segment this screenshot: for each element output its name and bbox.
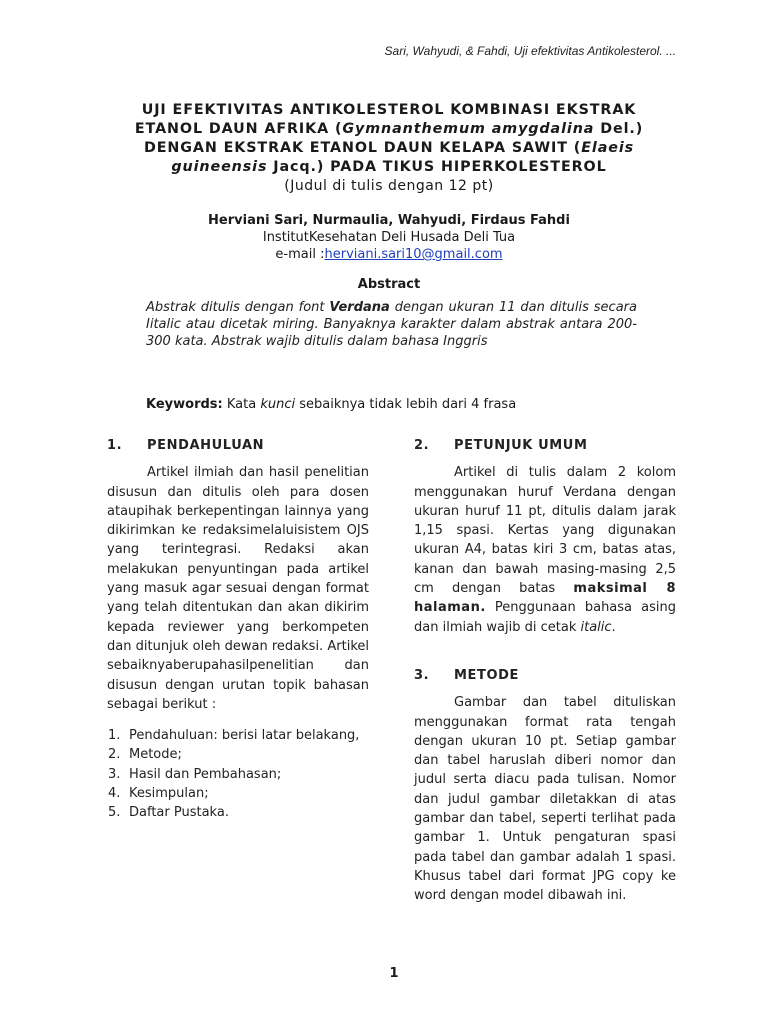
section-heading-pendahuluan: 1. PENDAHULUAN [107,438,265,453]
section-heading-metode: 3. METODE [414,667,520,683]
title-line-2: ETANOL DAUN AFRIKA (Gymnanthemum amygdalina Del.) [134,121,644,137]
list-item: 1. Pendahuluan: berisi latar belakang, [108,728,360,744]
title-note: (Judul di tulis dengan 12 pt) [284,178,494,194]
topic-list [107,726,369,822]
list-item: 4. Kesimpulan; [108,786,209,802]
abstract-font-name: Verdana [329,300,390,315]
paper-title [96,101,682,196]
title-line-3: DENGAN EKSTRAK ETANOL DAUN KELAPA SAWIT (Elaeis [143,140,635,156]
species-name-1: Gymnanthemum amygdalina [342,121,595,137]
keywords-line: Keywords: Kata kunci sebaiknya tidak lebih dari 4 frasa [146,397,517,412]
abstract-body: Abstrak ditulis dengan font Verdana dengan ukuran 11 dan ditulis secara Iitalic atau dicetak miring. Banyaknya karakter dalam abstrak antara 200-300 kata. Abstrak wajib ditulis dalam bahasa Inggris [146,300,637,349]
section-heading-petunjuk-umum: 2. PETUNJUK UMUM [414,438,588,453]
abstract-heading: Abstract [357,277,421,292]
title-line-4: guineensis Jacq.) PADA TIKUS HIPERKOLESTEROL [171,159,607,175]
section-body-pendahuluan: Artikel ilmiah dan hasil penelitian disusun dan ditulis oleh para dosen ataupihak berkepentingan lainnya yang dikirimkan ke redaksimelaluisistem OJS yang terintegrasi. Redaksi akan melakukan penyuntingan pada artikel yang masuk agar sesuai dengan format yang telah ditentukan dan akan dikirim kepada reviewer yang berkompeten dan ditunjuk oleh dewan redaksi. Artikel sebaiknyaberupahasilpenelitian dan disusun dengan urutan topik bahasan sebagai berikut : [107,465,369,712]
list-item: 3. Hasil dan Pembahasan; [108,766,282,782]
list-item: 2. Metode; [108,747,182,763]
title-line-1: UJI EFEKTIVITAS ANTIKOLESTEROL KOMBINASI EKSTRAK [141,102,637,118]
section-body-metode: Gambar dan tabel dituliskan menggunakan format rata tengah dengan ukuran 10 pt. Setiap gambar dan tabel haruslah diberi nomor dan judul serta diacu pada tulisan. Nomor dan judul gambar diletakkan di atas gambar dan tabel, seperti terlihat pada gambar 1. Untuk pengaturan spasi pada tabel dan gambar adalah 1 spasi. Khusus tabel dari format JPG copy ke word dengan model dibawah ini. [414,695,676,904]
section-body-petunjuk-umum: Artikel di tulis dalam 2 kolom menggunakan huruf Verdana dengan ukuran huruf 11 pt, ditulis dalam jarak 1,15 spasi. Kertas yang digunakan ukuran A4, batas kiri 3 cm, batas atas, kanan dan bawah masing-masing 2,5 cm dengan batas maksimal 8 halaman. Penggunaan bahasa asing dan ilmiah wajib di cetak italic. [414,465,676,635]
author-block [96,212,682,263]
species-genus-2: Elaeis [581,140,635,156]
author-email-line: e-mail :herviani.sari10@gmail.com [275,247,503,262]
list-item: 5. Daftar Pustaka. [108,805,229,821]
species-epithet-2: guineensis [171,159,268,175]
left-column [107,436,369,823]
author-names: Herviani Sari, Nurmaulia, Wahyudi, Firdaus Fahdi [208,213,570,228]
running-header: Sari, Wahyudi, & Fahdi, Uji efektivitas Antikolesterol. ... [384,44,676,58]
keywords-label: Keywords: [146,397,223,412]
page-number: 1 [389,966,399,981]
author-institution: InstitutKesehatan Deli Husada Deli Tua [262,230,516,245]
right-column [414,436,676,906]
author-email-link[interactable]: herviani.sari10@gmail.com [324,247,503,262]
